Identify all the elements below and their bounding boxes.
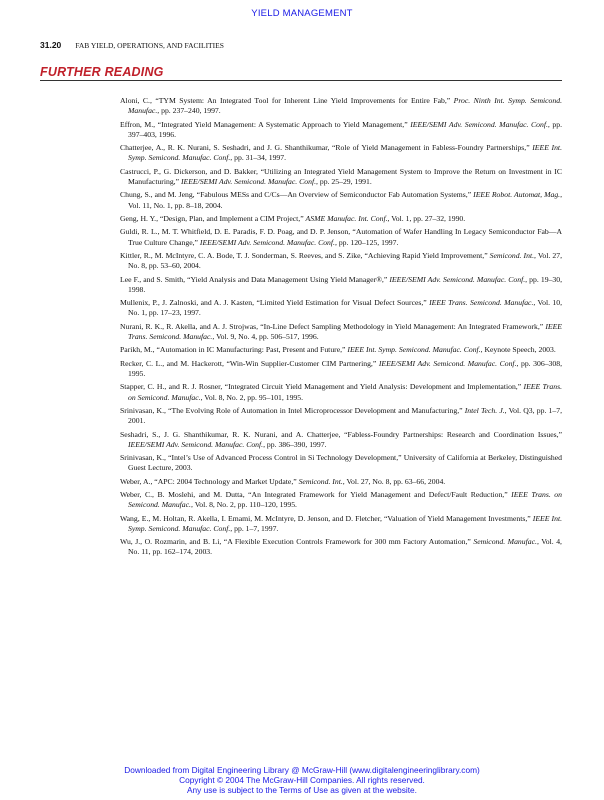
reference-item xyxy=(120,167,562,187)
section-title: FURTHER READING xyxy=(40,65,164,79)
reference-text: Geng, H. Y., “Design, Plan, and Implement a CIM Project,” xyxy=(120,213,306,223)
reference-source: IEEE Trans. on Semicond. Manufac. xyxy=(128,490,562,510)
reference-item xyxy=(120,359,562,379)
reference-source: IEEE/SEMI Adv. Semicond. Manufac. Conf. xyxy=(180,176,317,186)
reference-text: Parikh, M., “Automation in IC Manufacturing: Past, Present and Future,” xyxy=(120,345,348,355)
running-head xyxy=(40,40,564,50)
reference-details: , pp. 19–30, 1998. xyxy=(128,274,563,294)
reference-item xyxy=(120,120,562,140)
reference-source: Semicond. Int. xyxy=(298,476,343,486)
reference-item xyxy=(120,298,562,318)
reference-text: Lee F., and S. Smith, “Yield Analysis and Data Management Using Yield Manager®,” xyxy=(120,274,390,284)
reference-details: , Vol. 27, No. 8, pp. 63–66, 2004. xyxy=(342,476,446,486)
reference-text: Aloni, C., “TYM System: An Integrated Tool for Inherent Line Yield Improvements for Entire Fab,” xyxy=(120,96,454,105)
reference-text: Effron, M., “Integrated Yield Management: A Systematic Approach to Yield Management,” xyxy=(120,119,411,129)
reference-text: Stapper, C. H., and R. J. Rosner, “Integrated Circuit Yield Management and Yield Analysis: Development and Implementation,” xyxy=(120,382,524,392)
reference-source: Semicond. Manufac. xyxy=(473,537,537,547)
reference-source: Intel Tech. J. xyxy=(464,405,505,415)
reference-item xyxy=(120,382,562,402)
footer-download-line[interactable]: Downloaded from Digital Engineering Library @ McGraw-Hill (www.digitalengineeringlibrary.com) xyxy=(124,765,480,775)
reference-text: Wang, E., M. Holtan, R. Akella, I. Emami, M. McIntyre, D. Jenson, and D. Fletcher, “Valuation of Yield Management Investments,” xyxy=(120,513,533,523)
reference-source: IEEE Int. Symp. Semicond. Manufac. Conf. xyxy=(128,513,563,533)
reference-item xyxy=(120,143,562,163)
reference-item xyxy=(120,537,562,557)
reference-details: , pp. 397–403, 1996. xyxy=(128,119,562,139)
reference-details: , Vol. 9, No. 4, pp. 506–517, 1996. xyxy=(212,331,319,341)
reference-text: Weber, C., B. Moslehi, and M. Dutta, “An Integrated Framework for Yield Management and Defect/Fault Reduction,” xyxy=(120,490,512,500)
reference-source: IEEE Trans. on Semicond. Manufac. xyxy=(128,382,563,402)
reference-details: , pp. 1–7, 1997. xyxy=(230,523,279,533)
footer-terms-line[interactable]: Any use is subject to the Terms of Use as given at the website. xyxy=(187,785,417,795)
reference-item xyxy=(120,477,562,487)
reference-details: , Vol. 27, No. 8, pp. 53–60, 2004. xyxy=(128,250,562,271)
reference-source: IEEE Trans. Semicond. Manufac. xyxy=(429,298,534,308)
reference-text: Wu, J., O. Rozmarin, and B. Li, “A Flexible Execution Controls Framework for 300 mm Factory Automation,” xyxy=(120,537,474,547)
reference-details: , Vol. 8, No. 2, pp. 95–101, 1995. xyxy=(200,392,304,402)
reference-details: , pp. 120–125, 1997. xyxy=(334,237,399,247)
reference-item xyxy=(120,490,562,510)
reference-text: Nurani, R. K., R. Akella, and A. J. Strojwas, “In-Line Defect Sampling Methodology in Yield Management: An Integrated Framework,” xyxy=(120,321,546,331)
reference-details: , Vol. 8, No. 2, pp. 110–120, 1995. xyxy=(190,500,297,510)
reference-item xyxy=(120,251,562,271)
reference-details: , Vol. 4, No. 11, pp. 162–174, 2003. xyxy=(128,537,562,557)
reference-text: Kittler, R., M. McIntyre, C. A. Bode, T. J. Sonderman, S. Reeves, and S. Zike, “Achieving Rapid Yield Improvement,” xyxy=(120,250,490,260)
reference-details: , pp. 386–390, 1997. xyxy=(263,439,327,449)
footer-copyright-line: Copyright © 2004 The McGraw-Hill Companies. All rights reserved. xyxy=(179,775,425,785)
reference-details: , Vol. 1, pp. 27–32, 1990. xyxy=(387,213,466,223)
reference-item xyxy=(120,275,562,295)
reference-text: Chatterjee, A., R. K. Nurani, S. Seshadri, and J. G. Shanthikumar, “Role of Yield Management in Fabless-Foundry Partnerships,” xyxy=(120,143,533,153)
reference-source: IEEE Robot. Automat, Mag. xyxy=(473,190,561,200)
reference-item xyxy=(120,96,562,116)
reference-text: Srinivasan, K., “The Evolving Role of Automation in Intel Microprocessor Development and Manufacturing,” xyxy=(120,405,465,415)
reference-details: , Vol. 11, No. 1, pp. 8–18, 2004. xyxy=(128,190,563,210)
reference-item xyxy=(120,227,562,247)
reference-source: IEEE/SEMI Adv. Semicond. Manufac. Conf. xyxy=(128,439,264,449)
page-number: 31.20 xyxy=(40,40,62,50)
reference-item xyxy=(120,453,562,473)
reference-source: IEEE Trans. Semicond. Manufac. xyxy=(128,321,562,341)
reference-item xyxy=(120,514,562,534)
reference-text: Castrucci, P., G. Dickerson, and D. Bakker, “Utilizing an Integrated Yield Management System to Improve the Return on Investment in IC Manufacturing,” xyxy=(120,166,562,186)
reference-details: , Vol. 10, No. 1, pp. 17–23, 1997. xyxy=(128,298,562,318)
reference-source: IEEE Int. Symp. Semicond. Manufac. Conf. xyxy=(128,143,562,163)
reference-text: Mullenix, P., J. Zalnoski, and A. J. Kasten, “Limited Yield Estimation for Visual Defect Sources,” xyxy=(120,298,430,308)
header-tag: YIELD MANAGEMENT xyxy=(251,8,353,19)
reference-text: Weber, A., “APC: 2004 Technology and Market Update,” xyxy=(120,476,299,486)
reference-source: IEEE/SEMI Adv. Semicond. Manufac. Conf. xyxy=(199,237,335,247)
reference-item xyxy=(120,345,562,355)
reference-details: , pp. 31–34, 1997. xyxy=(230,153,287,163)
reference-details: , Vol. Q3, pp. 1–7, 2001. xyxy=(128,405,562,426)
reference-source: Proc. Ninth Int. Symp. Semicond. Manufac. xyxy=(128,96,562,116)
reference-text: Seshadri, S., J. G. Shanthikumar, R. K. Nurani, and A. Chatterjee, “Fabless-Foundry Partnerships: Research and Coordination Issues,” xyxy=(120,429,562,439)
reference-item xyxy=(120,214,562,224)
reference-item xyxy=(120,322,562,342)
reference-source: ASME Manufac. Int. Conf. xyxy=(305,213,388,223)
chapter-title: FAB YIELD, OPERATIONS, AND FACILITIES xyxy=(75,41,224,50)
reference-text: Srinivasan, K., “Intel’s Use of Advanced Process Control in Si Technology Development,” University of California at Berkeley, Distinguished Guest Lecture, 2003. xyxy=(120,453,562,473)
reference-source: IEEE/SEMI Adv. Semicond. Manufac. Conf. xyxy=(389,274,526,284)
reference-item xyxy=(120,406,562,426)
reference-details: , pp. 306–308, 1995. xyxy=(128,358,562,378)
reference-item xyxy=(120,190,562,210)
reference-text: Chung, S., and M. Jeng, “Fabulous MESs and C/Cs—An Overview of Semiconductor Fab Automation Systems,” xyxy=(120,190,474,200)
reference-source: IEEE Int. Symp. Semicond. Manufac. Conf. xyxy=(347,345,481,355)
reference-text: Guldi, R. L., M. T. Whitfield, D. E. Paradis, F. D. Poag, and D. P. Jenson, “Automation of Wafer Handling In Legacy Semiconductor Fab—A True Culture Change,” xyxy=(120,227,562,247)
reference-details: , pp. 25–29, 1991. xyxy=(316,176,372,186)
reference-list xyxy=(120,96,562,561)
reference-item xyxy=(120,430,562,450)
section-rule xyxy=(40,80,562,81)
reference-details: , Keynote Speech, 2003. xyxy=(480,345,556,355)
reference-source: Semicond. Int. xyxy=(489,250,535,260)
reference-source: IEEE/SEMI Adv. Semicond. Manufac. Conf. xyxy=(378,358,517,368)
reference-source: IEEE/SEMI Adv. Semicond. Manufac. Conf. xyxy=(410,119,548,129)
reference-text: Recker, C. L., and M. Hackerott, “Win-Win Supplier-Customer CIM Partnering,” xyxy=(120,358,379,368)
reference-details: , pp. 237–240, 1997. xyxy=(157,106,221,116)
